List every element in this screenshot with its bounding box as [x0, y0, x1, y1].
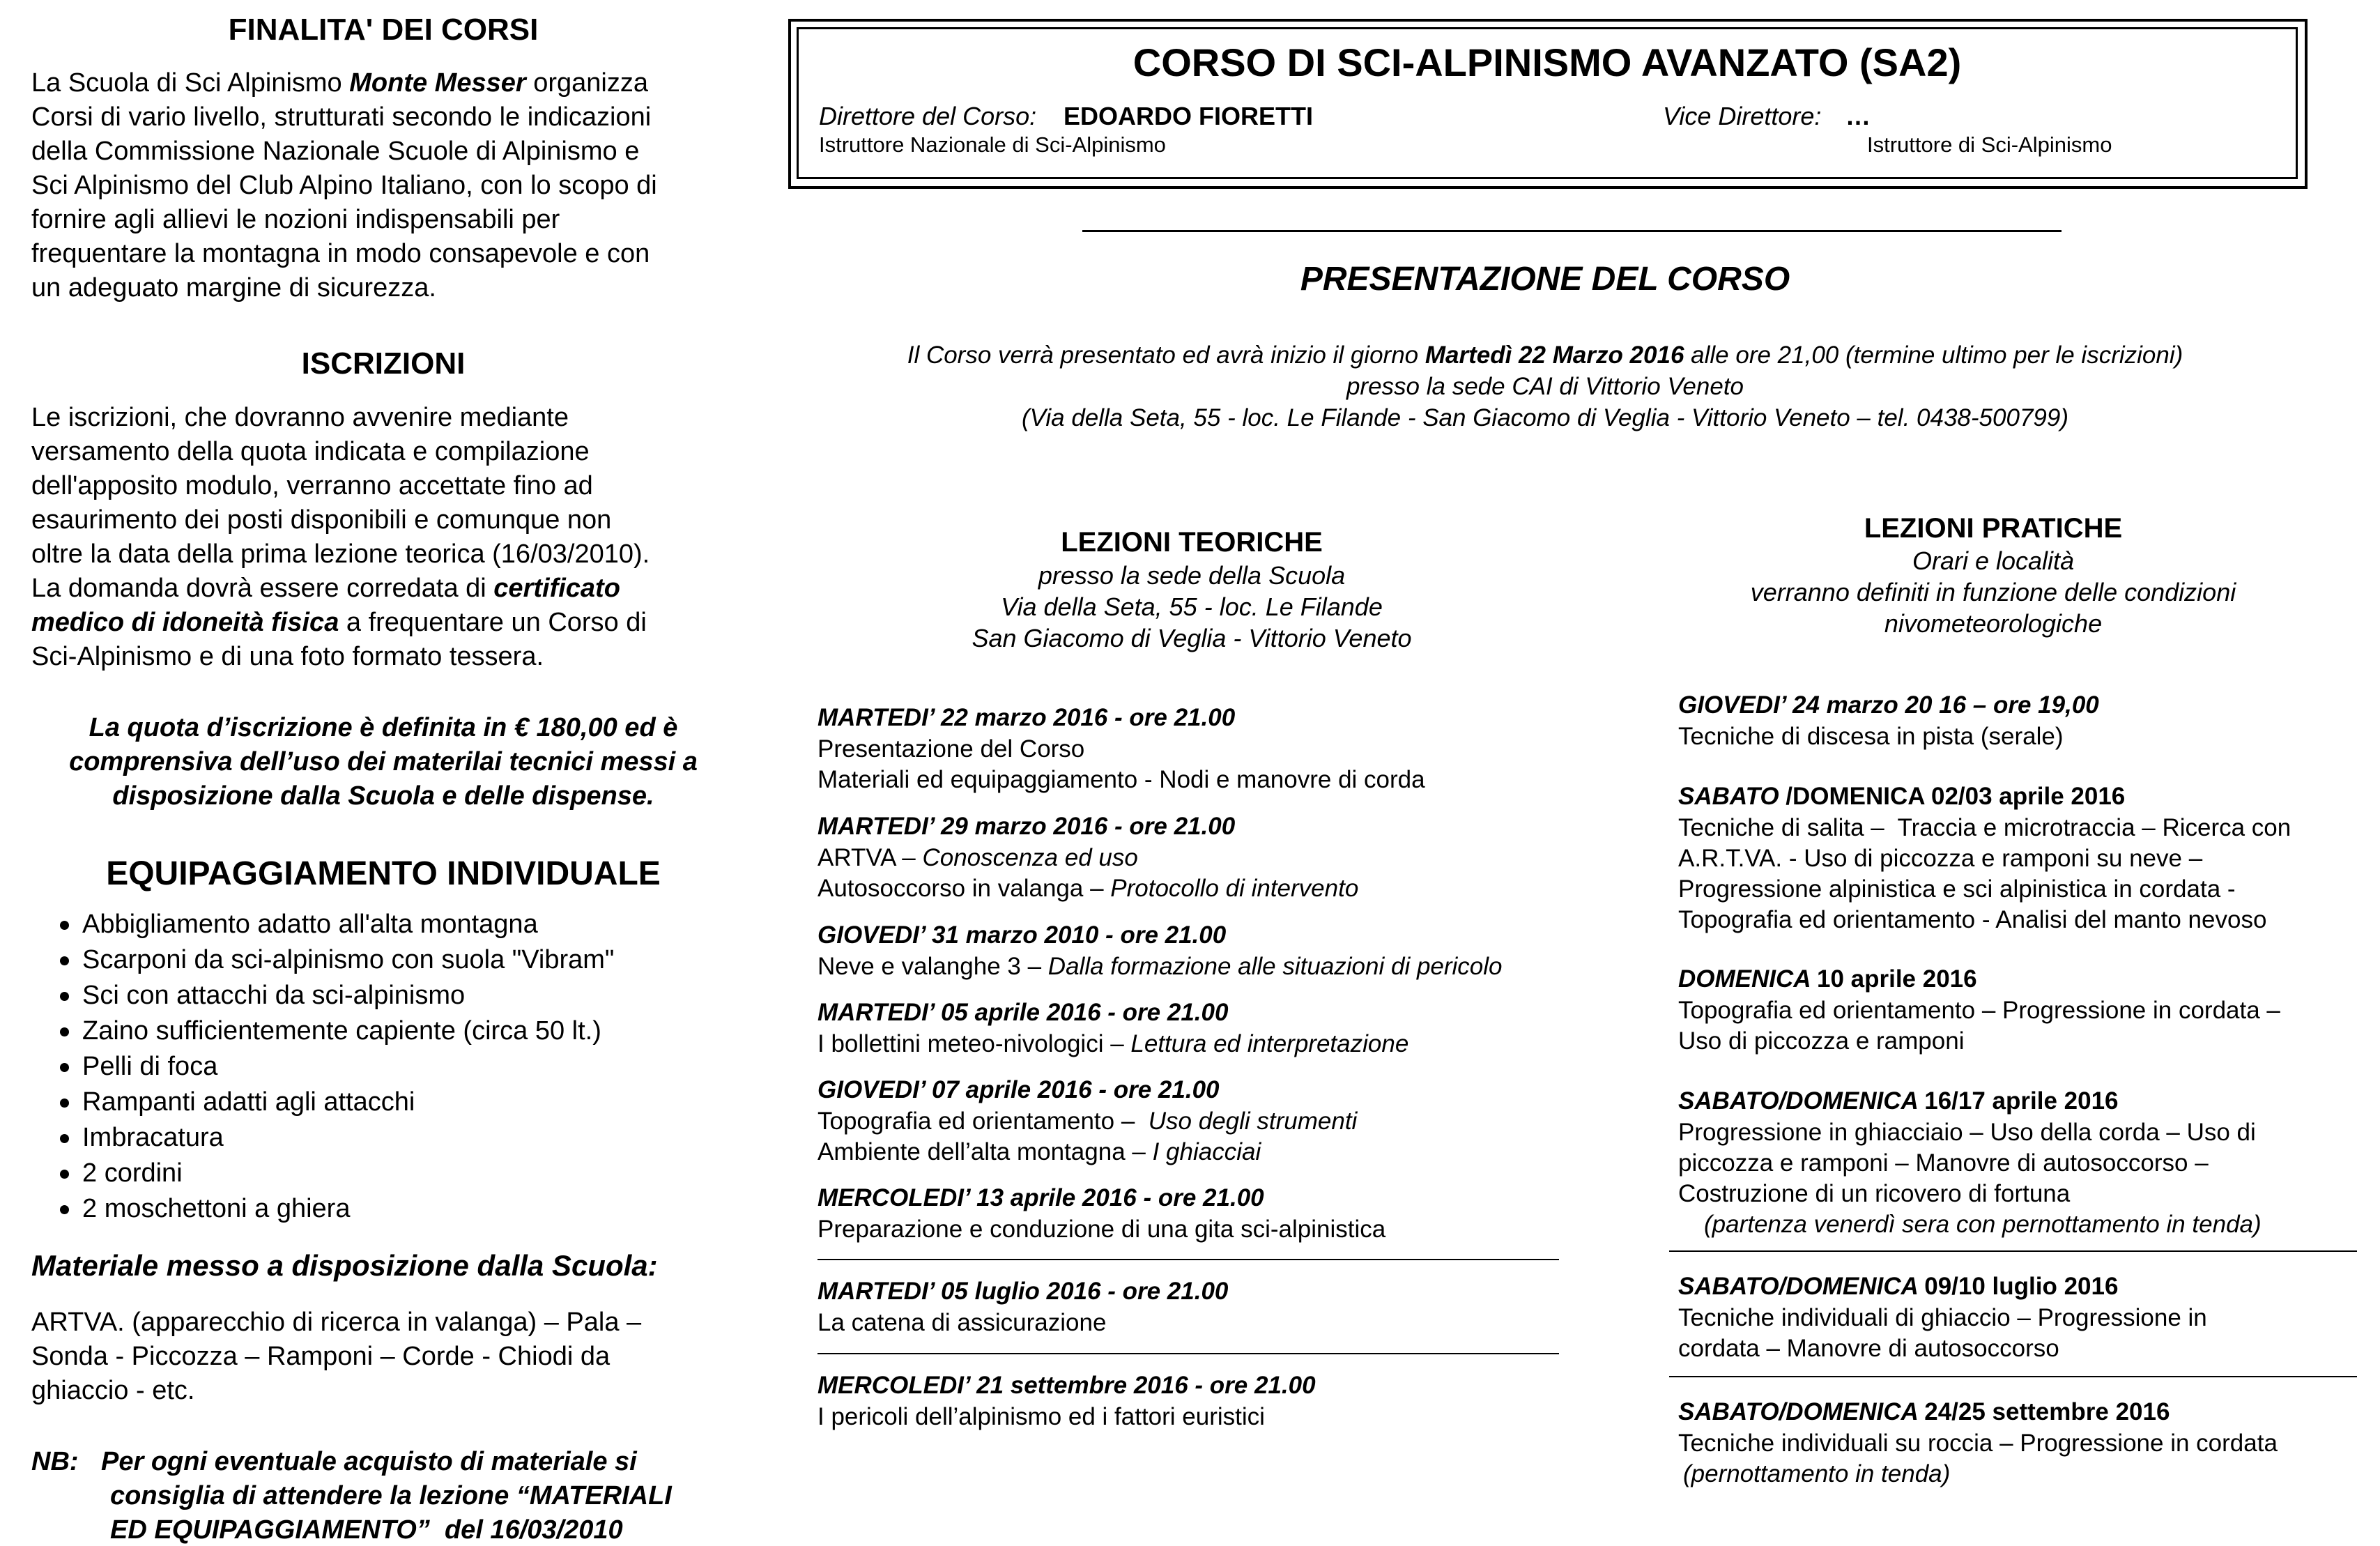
lesson-topic: [817, 1138, 1261, 1166]
lesson-date: MERCOLEDI’ 21 settembre 2016 - ore 21.00: [817, 1372, 1316, 1399]
lesson-topic: [817, 844, 1138, 872]
lesson-topic: cordata – Manovre di autosoccorso: [1678, 1335, 2059, 1362]
text-emph: medico di idoneità fisica: [31, 608, 339, 637]
bullet-icon: [60, 1170, 69, 1179]
nb-line: Per ogni eventuale acquisto di materiale si: [101, 1447, 637, 1476]
text-run: Il Corso verrà presentato ed avrà inizio il giorno: [907, 342, 1425, 369]
lesson-topic: Topografia ed orientamento - Analisi del manto nevoso: [1678, 906, 2267, 933]
lesson-topic: Topografia ed orientamento – Progressione in cordata –: [1678, 997, 2280, 1024]
pratiche-heading: LEZIONI PRATICHE: [1864, 513, 2123, 544]
bullet-icon: [60, 1027, 69, 1036]
lesson-topic: [817, 1030, 1408, 1058]
lesson-date: GIOVEDI’ 07 aprile 2016 - ore 21.00: [817, 1076, 1220, 1103]
presentazione-line: (Via della Seta, 55 - loc. Le Filande - San Giacomo di Veglia - Vittorio Veneto – tel. 0438-500799): [1021, 404, 2068, 431]
iscrizioni-line: Sci-Alpinismo e di una foto formato tessera.: [31, 642, 544, 671]
divider-line: [817, 1353, 1559, 1354]
text-run: La Scuola di Sci Alpinismo: [31, 68, 350, 98]
text-run: Ambiente dell’alta montagna –: [817, 1138, 1153, 1165]
lesson-topic: [817, 1108, 1357, 1135]
lesson-date: [1678, 1273, 2118, 1301]
text-run: La domanda dovrà essere corredata di: [31, 574, 494, 603]
text-emph: Uso degli strumenti: [1148, 1108, 1358, 1135]
lesson-date: MARTEDI’ 29 marzo 2016 - ore 21.00: [817, 813, 1236, 840]
lesson-topic: [817, 1216, 1385, 1243]
teoriche-subline: Via della Seta, 55 - loc. Le Filande: [1001, 592, 1383, 621]
materiale-line: Sonda - Piccozza – Ramponi – Corde - Chiodi da: [31, 1342, 611, 1371]
iscrizioni-line: esaurimento dei posti disponibili e comunque non: [31, 505, 612, 535]
iscrizioni-heading: ISCRIZIONI: [301, 346, 466, 381]
lesson-date: [1678, 691, 2099, 719]
text-emph: SABATO/DOMENICA: [1678, 1087, 1925, 1115]
text-emph: Lettura ed interpretazione: [1130, 1030, 1409, 1057]
finalita-line: Corsi di vario livello, strutturati secondo le indicazioni: [31, 102, 652, 132]
text-run: 24/25 settembre 2016: [1924, 1398, 2170, 1425]
text-run: a frequentare un Corso di: [339, 608, 647, 637]
iscrizioni-line: [31, 608, 647, 638]
lesson-topic: [817, 766, 1425, 794]
equipment-item: Abbigliamento adatto all'alta montagna: [82, 910, 538, 939]
iscrizioni-line: dell'apposito modulo, verranno accettate fino ad: [31, 471, 593, 500]
bullet-icon: [60, 1099, 69, 1108]
iscrizioni-line: Le iscrizioni, che dovranno avvenire mediante: [31, 403, 569, 432]
bullet-icon: [60, 1063, 69, 1072]
lesson-topic: Progressione alpinistica e sci alpinistica in cordata -: [1678, 875, 2236, 903]
text-run: 09/10 luglio 2016: [1924, 1273, 2119, 1300]
presentation-date: Martedì 22 Marzo 2016: [1425, 342, 1684, 369]
equipment-item: Pelli di foca: [82, 1052, 218, 1081]
lesson-note: (partenza venerdì sera con pernottamento in tenda): [1704, 1211, 2262, 1238]
text-run: Topografia ed orientamento –: [817, 1108, 1149, 1135]
lesson-topic: [817, 1403, 1265, 1431]
text-emph: GIOVEDI’ 24 marzo 20 16 – ore 19,00: [1678, 691, 2099, 719]
text-emph: I ghiacciai: [1152, 1138, 1261, 1165]
equipment-item: Rampanti adatti agli attacchi: [82, 1087, 415, 1117]
materiale-line: ARTVA. (apparecchio di ricerca in valanga) – Pala –: [31, 1308, 642, 1337]
teoriche-subline: San Giacomo di Veglia - Vittorio Veneto: [972, 624, 1412, 652]
text-run: I pericoli dell’alpinismo ed i fattori euristici: [817, 1403, 1265, 1430]
finalita-line: Sci Alpinismo del Club Alpino Italiano, con lo scopo di: [31, 171, 657, 200]
finalita-line: fornire agli allievi le nozioni indispensabili per: [31, 205, 560, 234]
finalita-line: un adeguato margine di sicurezza.: [31, 273, 436, 303]
finalita-line: frequentare la montagna in modo consapevole e con: [31, 239, 650, 268]
lesson-note: (pernottamento in tenda): [1683, 1460, 1951, 1487]
lesson-topic: Tecniche di discesa in pista (serale): [1678, 723, 2064, 750]
lesson-topic: Tecniche individuali su roccia – Progressione in cordata: [1678, 1430, 2278, 1457]
lesson-topic: [817, 735, 1084, 763]
text-run: /DOMENICA 02/03 aprile 2016: [1786, 783, 2126, 810]
bullet-icon: [60, 956, 69, 965]
lesson-topic: [817, 1309, 1106, 1337]
presentazione-line: [788, 342, 2302, 369]
iscrizioni-line: [31, 574, 620, 604]
equipment-item: Zaino sufficientemente capiente (circa 50 lt.): [82, 1016, 601, 1046]
pratiche-subline: verranno definiti in funzione delle condizioni: [1750, 578, 2236, 606]
divider-line: [1669, 1376, 2357, 1377]
text-run: organizza: [525, 68, 648, 98]
lesson-topic: [817, 875, 1358, 903]
finalita-line: della Commissione Nazionale Scuole di Alpinismo e: [31, 137, 640, 166]
teoriche-heading: LEZIONI TEORICHE: [1061, 527, 1323, 558]
vice-director-name: …: [1845, 102, 1871, 130]
text-run: ARTVA –: [817, 844, 923, 871]
finalita-heading: FINALITA' DEI CORSI: [228, 13, 539, 47]
director-name: EDOARDO FIORETTI: [1064, 102, 1313, 130]
lesson-date: MARTEDI’ 05 luglio 2016 - ore 21.00: [817, 1278, 1229, 1305]
lesson-topic: Tecniche di salita – Traccia e microtraccia – Ricerca con: [1678, 814, 2291, 841]
text-emph: Dalla formazione alle situazioni di pericolo: [1047, 953, 1503, 980]
quota-line: comprensiva dell’uso dei materilai tecnici messi a: [69, 747, 698, 776]
text-run: Autosoccorso in valanga –: [817, 875, 1111, 902]
materiale-line: ghiaccio - etc.: [31, 1376, 195, 1405]
equipment-item: 2 cordini: [82, 1158, 183, 1188]
text-run: I bollettini meteo-nivologici –: [817, 1030, 1131, 1057]
materiale-heading: Materiale messo a disposizione dalla Scuola:: [31, 1249, 658, 1282]
nb-line: ED EQUIPAGGIAMENTO” del 16/03/2010: [110, 1515, 623, 1545]
equipaggiamento-heading: EQUIPAGGIAMENTO INDIVIDUALE: [106, 855, 661, 892]
pratiche-subline: Orari e località: [1912, 546, 2075, 575]
lesson-date: GIOVEDI’ 31 marzo 2010 - ore 21.00: [817, 921, 1227, 949]
nb-label: NB:: [31, 1447, 79, 1476]
text-emph: SABATO/DOMENICA: [1678, 1398, 1925, 1425]
text-run: 16/17 aprile 2016: [1924, 1087, 2119, 1115]
lesson-date: [1678, 965, 1977, 993]
quota-line: La quota d’iscrizione è definita in € 180,00 ed è: [89, 713, 678, 742]
vice-director-role: Istruttore di Sci-Alpinismo: [1867, 132, 2112, 157]
equipment-item: Imbracatura: [82, 1123, 224, 1152]
lesson-topic: Progressione in ghiacciaio – Uso della corda – Uso di: [1678, 1119, 2256, 1146]
iscrizioni-line: oltre la data della prima lezione teorica (16/03/2010).: [31, 539, 650, 569]
equipment-item: 2 moschettoni a ghiera: [82, 1194, 351, 1223]
equipment-item: Scarponi da sci-alpinismo con suola "Vibram": [82, 945, 615, 974]
divider-line: [1669, 1250, 2357, 1252]
text-run: Neve e valanghe 3 –: [817, 953, 1048, 980]
text-run: La catena di assicurazione: [817, 1309, 1107, 1336]
text-run: Preparazione e conduzione di una gita sci-alpinistica: [817, 1216, 1386, 1243]
director-role: Istruttore Nazionale di Sci-Alpinismo: [819, 132, 1166, 157]
lesson-topic: Uso di piccozza e ramponi: [1678, 1027, 1965, 1055]
lesson-topic: Costruzione di un ricovero di fortuna: [1678, 1180, 2071, 1207]
text-run: Materiali ed equipaggiamento - Nodi e manovre di corda: [817, 766, 1425, 793]
teoriche-subline: presso la sede della Scuola: [1038, 561, 1346, 590]
lesson-topic: A.R.T.VA. - Uso di piccozza e ramponi su neve –: [1678, 845, 2203, 872]
lesson-topic: [817, 953, 1503, 981]
lesson-date: MERCOLEDI’ 13 aprile 2016 - ore 21.00: [817, 1184, 1264, 1211]
text-emph: DOMENICA: [1678, 965, 1817, 993]
text-emph: Protocollo di intervento: [1110, 875, 1359, 902]
separator-line: [1082, 230, 2062, 232]
text-emph: certificato: [493, 574, 620, 603]
divider-line: [817, 1259, 1559, 1260]
text-run: 10 aprile 2016: [1816, 965, 1977, 993]
lesson-date: MARTEDI’ 22 marzo 2016 - ore 21.00: [817, 704, 1236, 731]
finalita-line: [31, 68, 648, 99]
lesson-date: [1678, 783, 2125, 811]
bullet-icon: [60, 1134, 69, 1143]
vice-director-label: Vice Direttore:: [1663, 102, 1822, 130]
nb-line: consiglia di attendere la lezione “MATERIALI: [110, 1481, 672, 1510]
lesson-date: [1678, 1087, 2119, 1115]
text-emph: SABATO: [1678, 783, 1786, 810]
pratiche-subline: nivometeorologiche: [1884, 609, 2103, 638]
director-label: Direttore del Corso:: [819, 102, 1037, 130]
lesson-topic: piccozza e ramponi – Manovre di autosoccorso –: [1678, 1149, 2209, 1177]
presentazione-line: presso la sede CAI di Vittorio Veneto: [1346, 373, 1744, 400]
lesson-date: MARTEDI’ 05 aprile 2016 - ore 21.00: [817, 999, 1229, 1026]
iscrizioni-line: versamento della quota indicata e compilazione: [31, 437, 590, 466]
course-title: CORSO DI SCI-ALPINISMO AVANZATO (SA2): [1133, 40, 1962, 84]
equipment-item: Sci con attacchi da sci-alpinismo: [82, 981, 466, 1010]
bullet-icon: [60, 992, 69, 1001]
presentazione-heading: PRESENTAZIONE DEL CORSO: [1300, 261, 1790, 298]
text-emph: SABATO/DOMENICA: [1678, 1273, 1925, 1300]
lesson-date: [1678, 1398, 2170, 1426]
text-run: alle ore 21,00 (termine ultimo per le iscrizioni): [1684, 342, 2183, 369]
school-name: Monte Messer: [349, 68, 526, 98]
text-emph: Conoscenza ed uso: [922, 844, 1138, 871]
lesson-topic: Tecniche individuali di ghiaccio – Progressione in: [1678, 1304, 2207, 1331]
quota-line: disposizione dalla Scuola e delle dispense.: [112, 781, 654, 811]
bullet-icon: [60, 921, 69, 930]
bullet-icon: [60, 1205, 69, 1214]
text-run: Presentazione del Corso: [817, 735, 1085, 763]
